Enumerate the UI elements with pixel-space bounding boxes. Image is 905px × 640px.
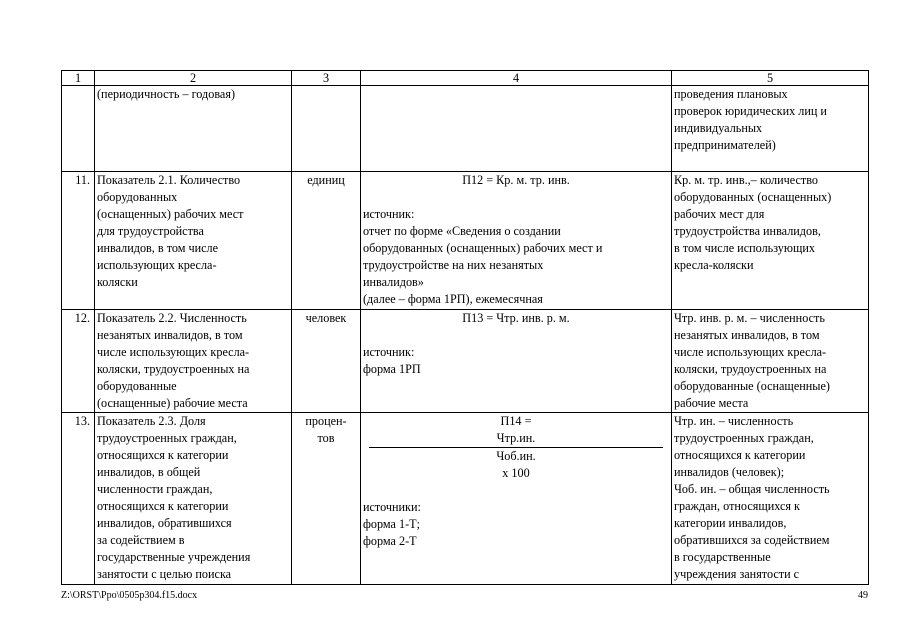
formula: П13 = Чтр. инв. р. м. xyxy=(462,311,570,325)
indicator-cell: Показатель 2.2. Численность незанятых инвалидов, в том числе использующих кресла- коляски, трудоустроенных на оборудованные (оснащенные) рабочие места xyxy=(95,310,292,413)
unit-cell: процен- тов xyxy=(292,413,361,585)
formula: П14 = Чтр.ин. Чоб.ин. х 100 xyxy=(363,413,669,482)
formula-cell: П12 = Кр. м. тр. инв. источник: отчет по форме «Сведения о создании оборудованных (оснащенных) рабочих мест и трудоустройстве на них незанятых инвалидов» (далее – форма 1РП), ежемесячная xyxy=(361,172,672,310)
unit-cell: единиц xyxy=(292,172,361,310)
fraction: Чтр.ин. Чоб.ин. xyxy=(369,430,663,465)
description-cell: Чтр. ин. – численность трудоустроенных граждан, относящихся к категории инвалидов (человек); Чоб. ин. – общая численность граждан, относящихся к категории инвалидов, обратившихся за содействием в государственные учреждения занятости с xyxy=(672,413,869,585)
description-cell: Кр. м. тр. инв.,– количество оборудованных (оснащенных) рабочих мест для трудоустройства инвалидов, в том числе использующих кресла-коляски xyxy=(672,172,869,310)
table-row xyxy=(62,413,869,585)
header-cell: 4 xyxy=(361,71,672,86)
header-cell: 2 xyxy=(95,71,292,86)
page-number: 49 xyxy=(858,590,868,601)
table-row xyxy=(62,86,869,172)
file-path: Z:\ORST\Ppo\0505p304.f15.docx xyxy=(61,590,198,601)
header-row xyxy=(62,71,869,86)
indicators-table xyxy=(61,70,869,585)
table-row xyxy=(62,172,869,310)
formula: П12 = Кр. м. тр. инв. xyxy=(462,173,570,187)
row-number: 11. xyxy=(62,172,95,310)
indicator-cell: Показатель 2.1. Количество оборудованных (оснащенных) рабочих мест для трудоустройства инвалидов, в том числе использующих кресла- коляски xyxy=(95,172,292,310)
description-cell: проведения плановых проверок юридических лиц и индивидуальных предпринимателей) xyxy=(672,86,869,172)
formula-cell: П13 = Чтр. инв. р. м. источник: форма 1РП xyxy=(361,310,672,413)
description-cell: Чтр. инв. р. м. – численность незанятых инвалидов, в том числе использующих кресла- коляски, трудоустроенных на оборудованные (оснащенные) рабочие места xyxy=(672,310,869,413)
row-number: 12. xyxy=(62,310,95,413)
header-cell: 1 xyxy=(62,71,95,86)
table-row xyxy=(62,310,869,413)
indicator-cell: (периодичность – годовая) xyxy=(95,86,292,172)
unit-cell xyxy=(292,86,361,172)
row-number: 13. xyxy=(62,413,95,585)
indicator-cell: Показатель 2.3. Доля трудоустроенных граждан, относящихся к категории инвалидов, в общей численности граждан, относящихся к категории инвалидов, обратившихся за содействием в государственные учреждения занятости с целью поиска xyxy=(95,413,292,585)
unit-cell: человек xyxy=(292,310,361,413)
formula-cell xyxy=(361,86,672,172)
header-cell: 5 xyxy=(672,71,869,86)
header-cell: 3 xyxy=(292,71,361,86)
formula-cell: П14 = Чтр.ин. Чоб.ин. х 100 источники: форма 1-Т; форма 2-Т xyxy=(361,413,672,585)
row-number-cell xyxy=(62,86,95,172)
